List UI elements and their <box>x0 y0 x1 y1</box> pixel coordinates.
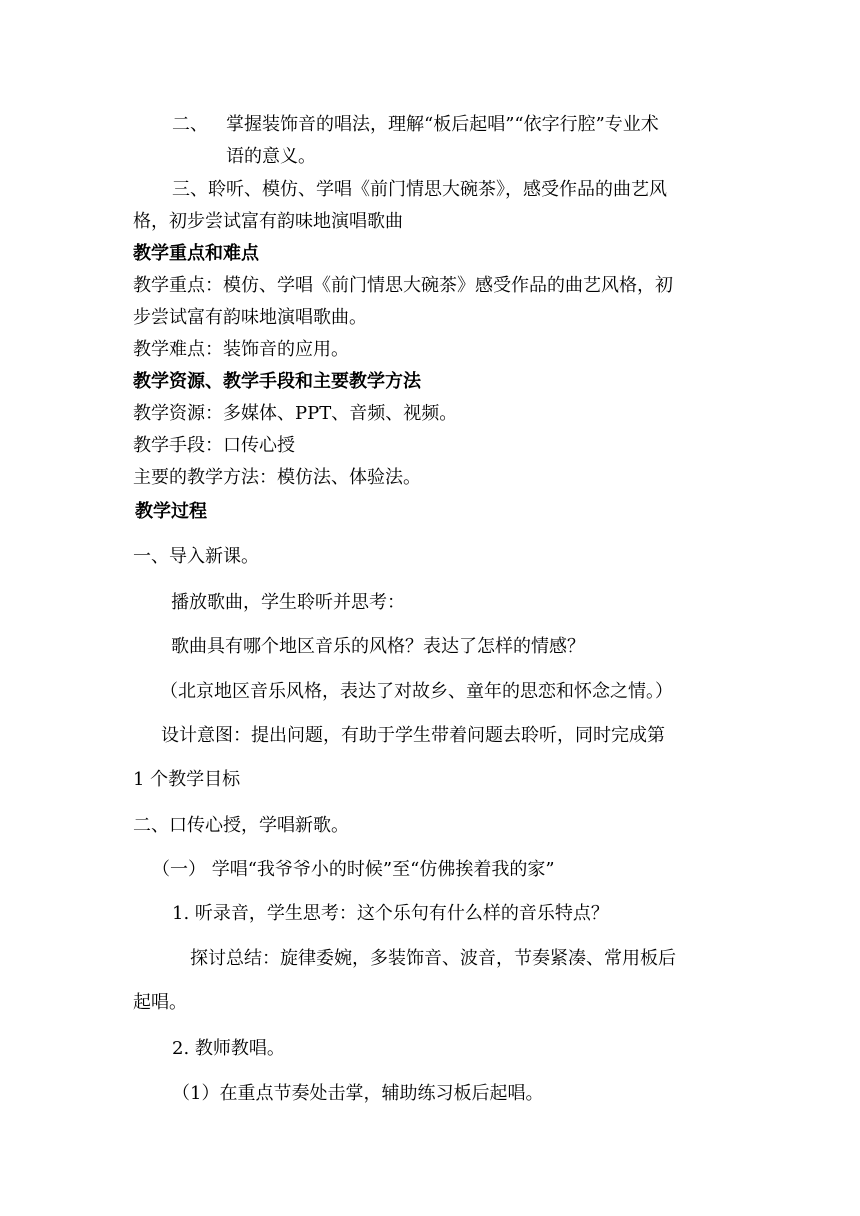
objective-item-3-line-1: 三、聆听、模仿、学唱《前门情思大碗茶》，感受作品的曲艺风 <box>172 179 667 200</box>
objective-item-2-text: 掌握装饰音的唱法，理解“板后起唱”“依字行腔”专业术 <box>226 114 659 135</box>
process-step-1-title: 一、导入新课。 <box>133 546 259 567</box>
process-step-1-answer: （北京地区音乐风格，表达了对故乡、童年的思恋和怀念之情。） <box>160 681 673 702</box>
section-heading-process: 教学过程 <box>135 501 207 522</box>
key-focus-line-2: 步尝试富有韵味地演唱歌曲。 <box>133 307 367 328</box>
process-step-2-sub-1: （一） 学唱“我爷爷小的时候”至“仿佛挨着我的家” <box>152 859 555 880</box>
process-step-1-play: 播放歌曲，学生聆听并思考： <box>171 592 405 613</box>
process-step-2-item-2: 2. 教师教唱。 <box>172 1038 285 1059</box>
process-step-1-intent-line-1: 设计意图：提出问题，有助于学生带着问题去聆听，同时完成第 <box>161 725 665 746</box>
objective-item-2-marker: 二、 <box>172 114 208 135</box>
process-step-2-title: 二、口传心授，学唱新歌。 <box>133 815 349 836</box>
section-heading-resources: 教学资源、教学手段和主要教学方法 <box>133 371 421 392</box>
process-step-2-summary-line-1: 探讨总结：旋律委婉，多装饰音、波音，节奏紧凑、常用板后 <box>190 948 676 969</box>
process-step-2-item-1: 1. 听录音，学生思考：这个乐句有什么样的音乐特点？ <box>172 903 609 924</box>
objective-item-3-line-2: 格，初步尝试富有韵味地演唱歌曲 <box>133 211 403 232</box>
key-focus-line-1: 教学重点：模仿、学唱《前门情思大碗茶》感受作品的曲艺风格，初 <box>133 275 673 296</box>
objective-item-2-line-1 <box>172 116 659 134</box>
process-step-2-summary-line-2: 起唱。 <box>133 992 187 1013</box>
teaching-resources: 教学资源：多媒体、PPT、音频、视频。 <box>133 403 458 424</box>
key-difficulty: 教学难点：装饰音的应用。 <box>133 339 349 360</box>
objective-item-2-line-2: 语的意义。 <box>226 146 316 167</box>
section-heading-key-points: 教学重点和难点 <box>133 243 259 264</box>
teaching-methods: 主要的教学方法：模仿法、体验法。 <box>133 467 421 488</box>
process-step-1-intent-line-2: 1 个教学目标 <box>133 769 241 790</box>
process-step-1-question: 歌曲具有哪个地区音乐的风格？表达了怎样的情感？ <box>171 636 585 657</box>
process-step-2-item-2-sub-1: （1）在重点节奏处击掌，辅助练习板后起唱。 <box>172 1083 544 1104</box>
teaching-means: 教学手段：口传心授 <box>133 435 295 456</box>
